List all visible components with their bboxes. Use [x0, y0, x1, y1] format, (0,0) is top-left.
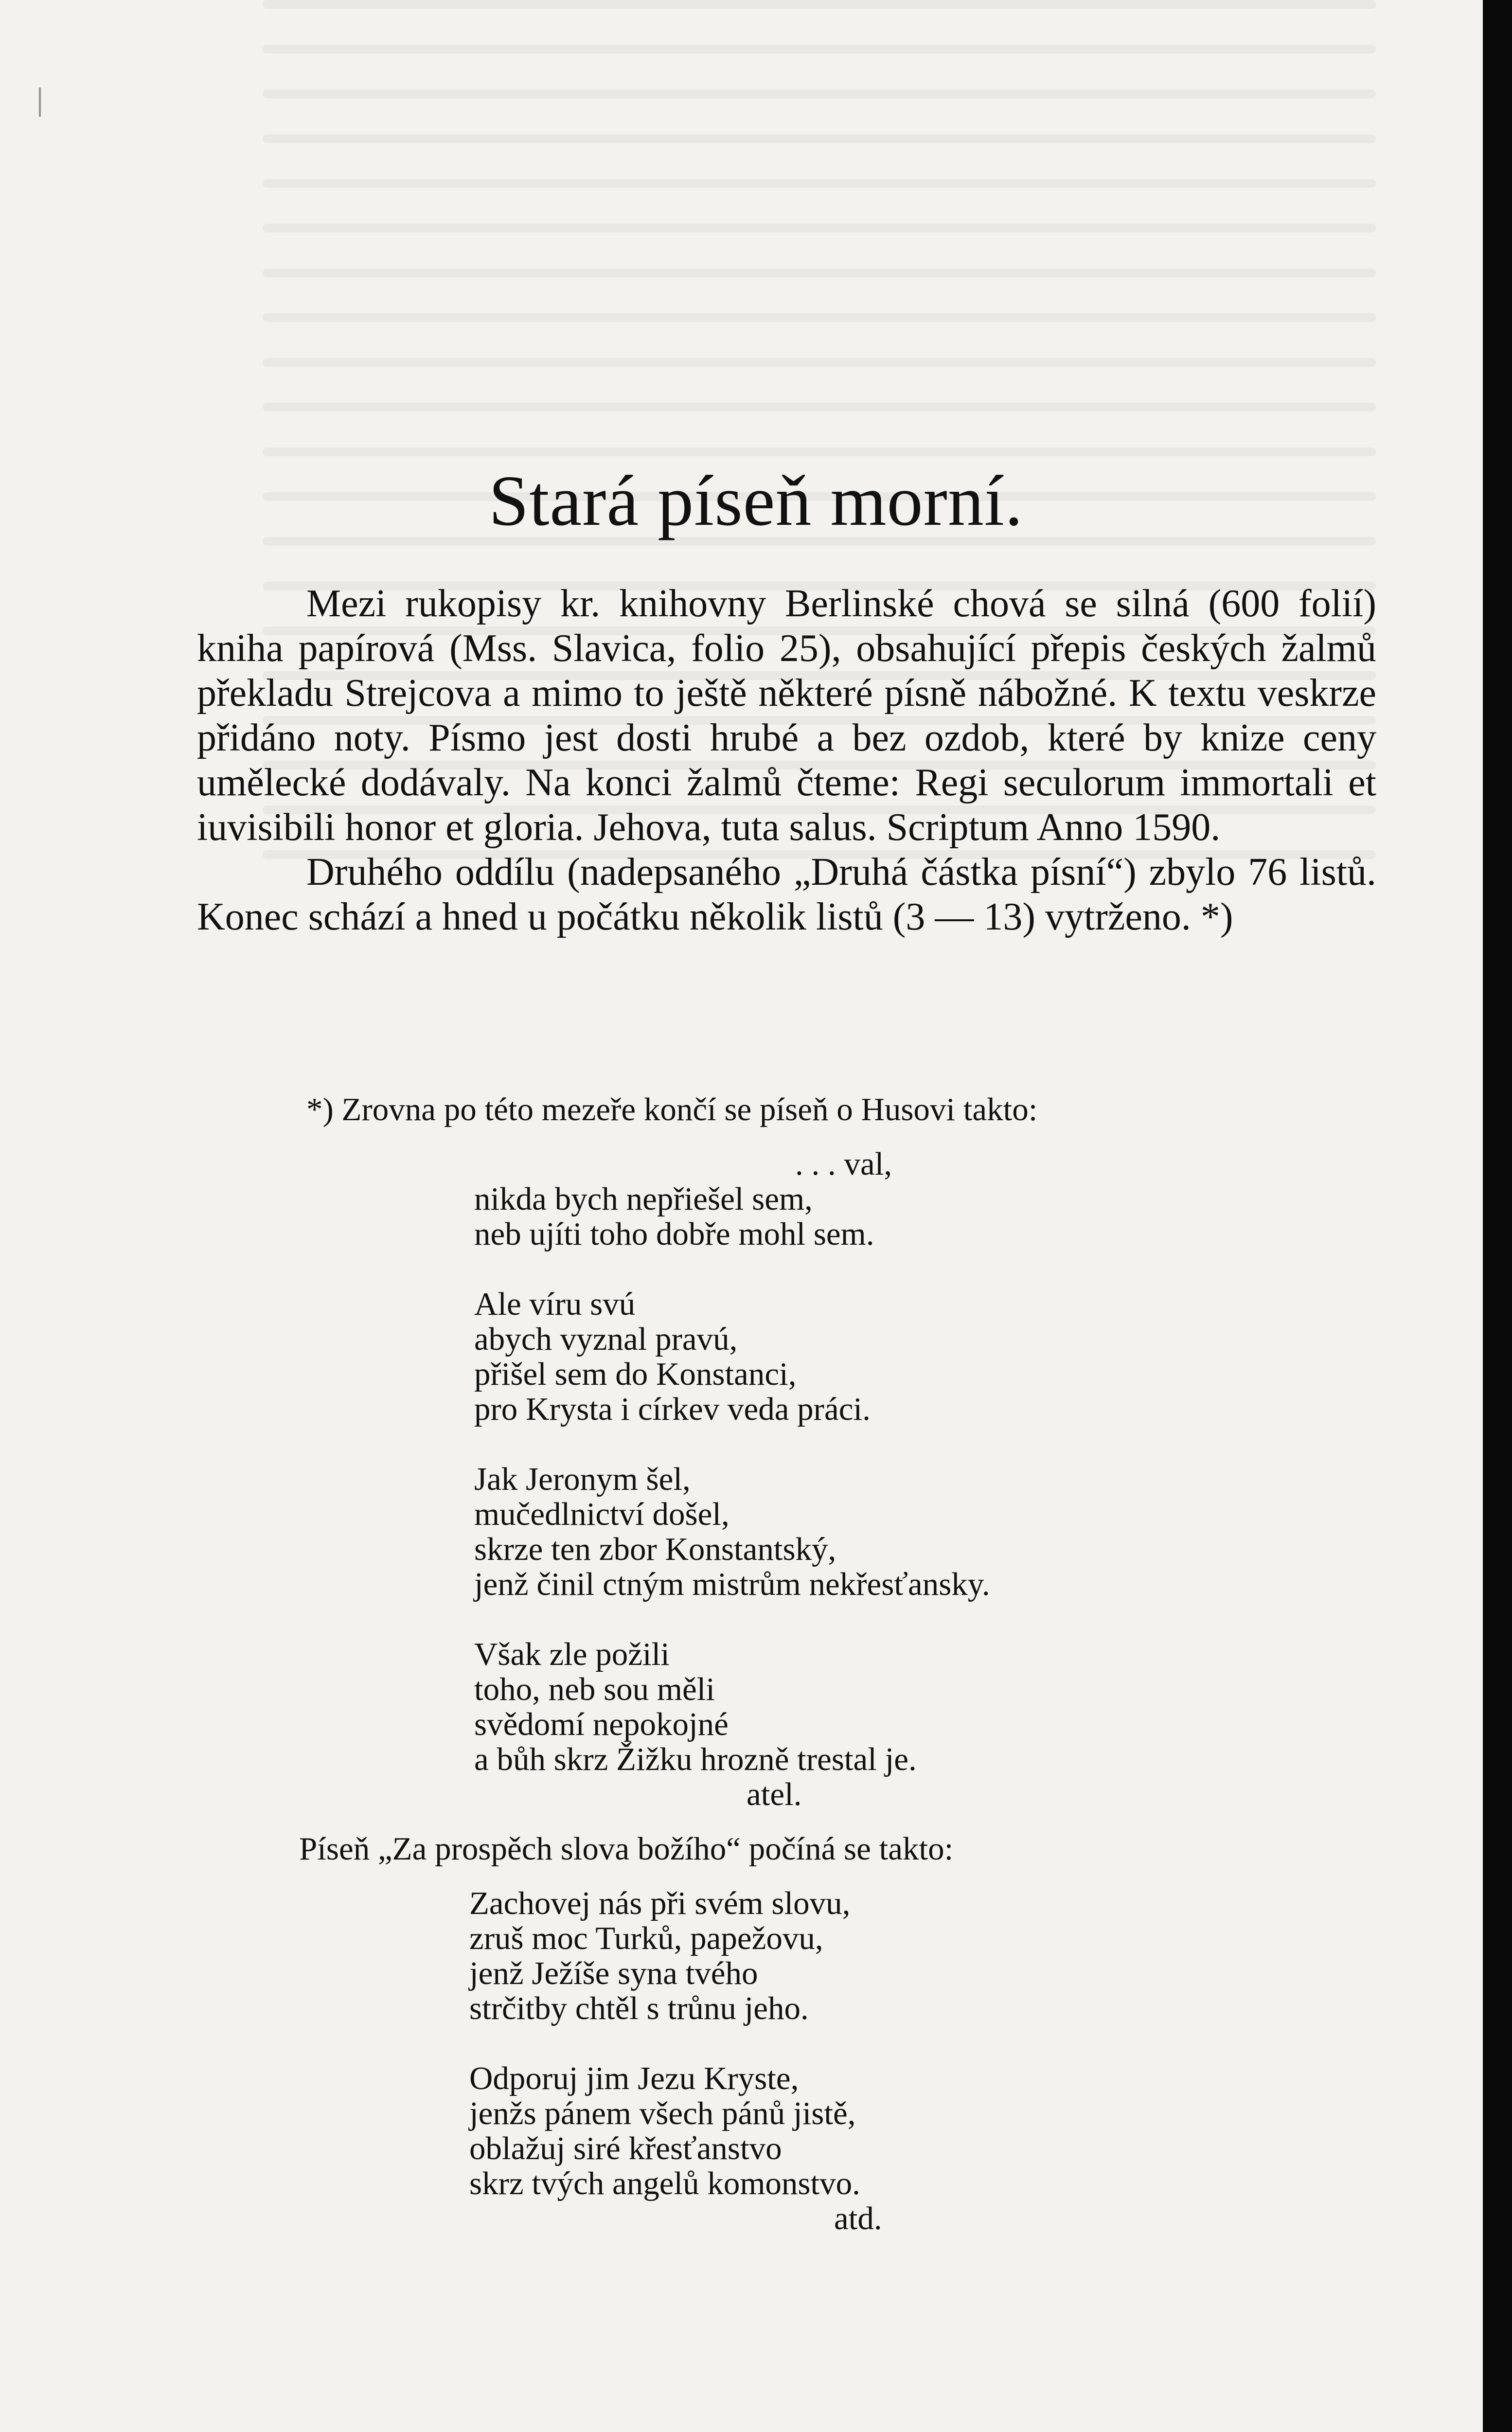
song-line: zruš moc Turků, papežovu, — [469, 1920, 823, 1956]
poem-line: toho, neb sou měli — [474, 1671, 715, 1707]
poem-line: Však zle požili — [474, 1636, 670, 1672]
poem-line: svědomí nepokojné — [474, 1706, 729, 1742]
song-stanza — [469, 1886, 1376, 2026]
poem-line: skrze ten zbor Konstantský, — [474, 1531, 836, 1567]
song-line: strčitby chtěl s trůnu jeho. — [469, 1990, 809, 2026]
poem-line: pro Krysta i církev veda práci. — [474, 1391, 871, 1427]
song-end-mark: atd. — [834, 2200, 882, 2236]
poem-line: . . . val, — [795, 1146, 892, 1182]
scan-mark — [39, 88, 41, 117]
song-line: Zachovej nás při svém slovu, — [469, 1885, 851, 1921]
song-stanza — [469, 2061, 1376, 2201]
poem-line: nikda bych nepřiešel sem, — [474, 1181, 813, 1217]
scan-edge — [1483, 0, 1512, 2432]
footnote-heading: *) Zrovna po této mezeře končí se píseň o Husovi takto: — [306, 1091, 1038, 1127]
poem-stanza — [474, 1287, 1376, 1427]
poem-line: přišel sem do Konstanci, — [474, 1356, 797, 1392]
poem-stanza — [474, 1146, 1376, 1252]
paragraph-2: Druhého oddílu (nadepsaného „Druhá částka písní“) zbylo 76 listů. Konec schází a hned u počátku několik listů (3 — 13) vytrženo. *) — [197, 851, 1376, 938]
paragraph-1: Mezi rukopisy kr. knihovny Berlinské chová se silná (600 folií) kniha papírová (Mss. Slavica, folio 25), obsahující přepis českých žalmů překladu Strejcova a mimo to ještě některé písně nábožné. K textu veskrze přidáno noty. Písmo jest dosti hrubé a bez ozdob, které by knize ceny umělecké dodávaly. Na konci žalmů čteme: Regi seculorum immortali et iuvisibili honor et gloria. Jehova, tuta salus. Scriptum Anno 1590. — [197, 582, 1376, 849]
footnote — [197, 1092, 1376, 2236]
poem-line: jenž činil ctným mistrům nekřesťansky. — [474, 1566, 990, 1602]
song-line: jenž Ježíše syna tvého — [469, 1955, 758, 1991]
song-heading: Píseň „Za prospěch slova božího“ počíná se takto: — [299, 1831, 954, 1867]
poem-line: Ale víru svú — [474, 1286, 636, 1322]
song-line: Odporuj jim Jezu Kryste, — [469, 2060, 799, 2096]
poem-stanza — [474, 1462, 1376, 1602]
poem-line: abych vyznal pravú, — [474, 1321, 738, 1357]
poem-end-mark: atel. — [747, 1776, 802, 1812]
poem-stanza — [474, 1637, 1376, 1777]
page-title: Stará píseň morní. — [488, 461, 1024, 541]
song-line: skrz tvých angelů komonstvo. — [469, 2165, 860, 2201]
song-line: jenžs pánem všech pánů jistě, — [469, 2095, 856, 2131]
poem-line: neb ujíti toho dobře mohl sem. — [474, 1216, 874, 1252]
poem-line: a bůh skrz Žižku hrozně trestal je. — [474, 1741, 917, 1777]
song-line: oblažuj siré křesťanstvo — [469, 2130, 782, 2166]
main-text — [197, 581, 1376, 939]
poem-line: Jak Jeronym šel, — [474, 1461, 691, 1497]
poem-line: mučedlnictví došel, — [474, 1496, 729, 1532]
